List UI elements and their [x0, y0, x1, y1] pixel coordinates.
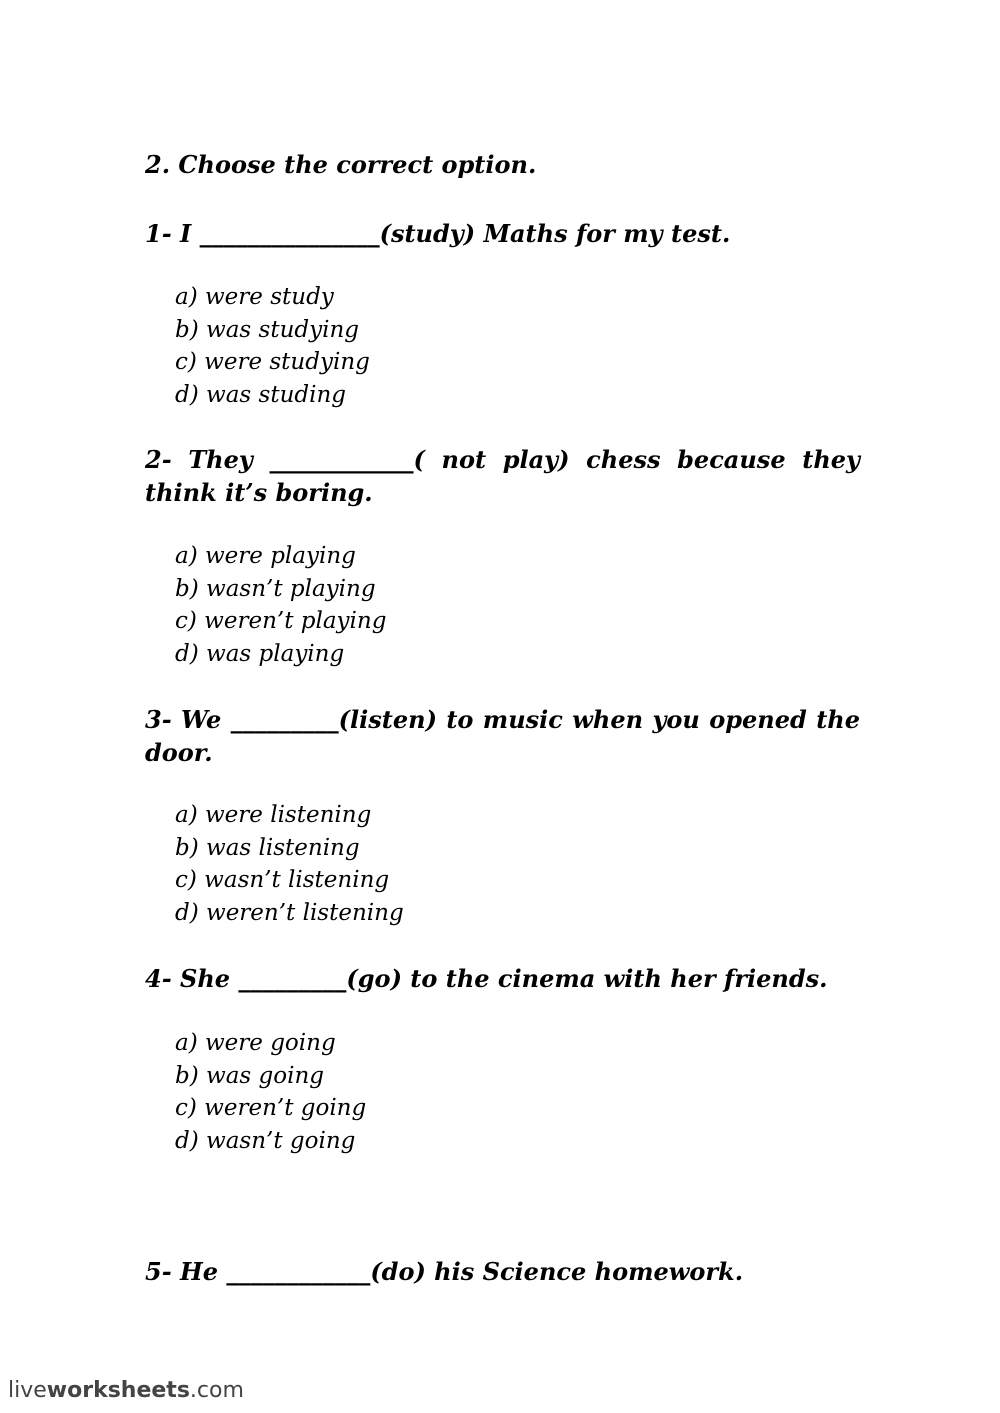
option-b[interactable]: b) was studying — [175, 316, 359, 343]
question-1-options — [175, 281, 370, 411]
liveworksheets-watermark — [8, 1378, 244, 1403]
watermark-brand: worksheets — [46, 1378, 190, 1403]
question-5-text: 5- He ____________(do) his Science homework. — [145, 1257, 744, 1286]
option-b[interactable]: b) was listening — [175, 834, 360, 861]
option-c[interactable]: c) were studying — [175, 349, 370, 375]
option-a[interactable]: a) were listening — [175, 802, 372, 828]
option-b[interactable]: b) was going — [175, 1062, 324, 1089]
option-a[interactable]: a) were going — [175, 1030, 336, 1056]
option-d[interactable]: d) weren’t listening — [175, 899, 404, 926]
task-heading: 2. Choose the correct option. — [145, 150, 537, 179]
option-c[interactable]: c) weren’t playing — [175, 608, 387, 634]
option-d[interactable]: d) was playing — [175, 640, 345, 667]
watermark-suffix: .com — [189, 1378, 244, 1403]
watermark-prefix: live — [8, 1378, 47, 1403]
question-4-text: 4- She _________(go) to the cinema with her friends. — [145, 964, 828, 993]
option-d[interactable]: d) was studing — [175, 381, 346, 408]
option-a[interactable]: a) were playing — [175, 543, 356, 569]
question-3-options — [175, 799, 404, 929]
option-a[interactable]: a) were study — [175, 284, 334, 310]
question-1-text: 1- I _______________(study) Maths for my test. — [145, 219, 731, 248]
option-d[interactable]: d) wasn’t going — [175, 1127, 356, 1154]
question-2-text: 2- They ____________( not play) chess because they think it’s boring. — [145, 445, 860, 507]
option-b[interactable]: b) wasn’t playing — [175, 575, 376, 602]
question-2-options — [175, 540, 386, 670]
option-c[interactable]: c) weren’t going — [175, 1095, 367, 1121]
question-3-text: 3- We _________(listen) to music when you opened the door. — [145, 705, 860, 767]
option-c[interactable]: c) wasn’t listening — [175, 867, 390, 893]
question-4-options — [175, 1027, 366, 1157]
